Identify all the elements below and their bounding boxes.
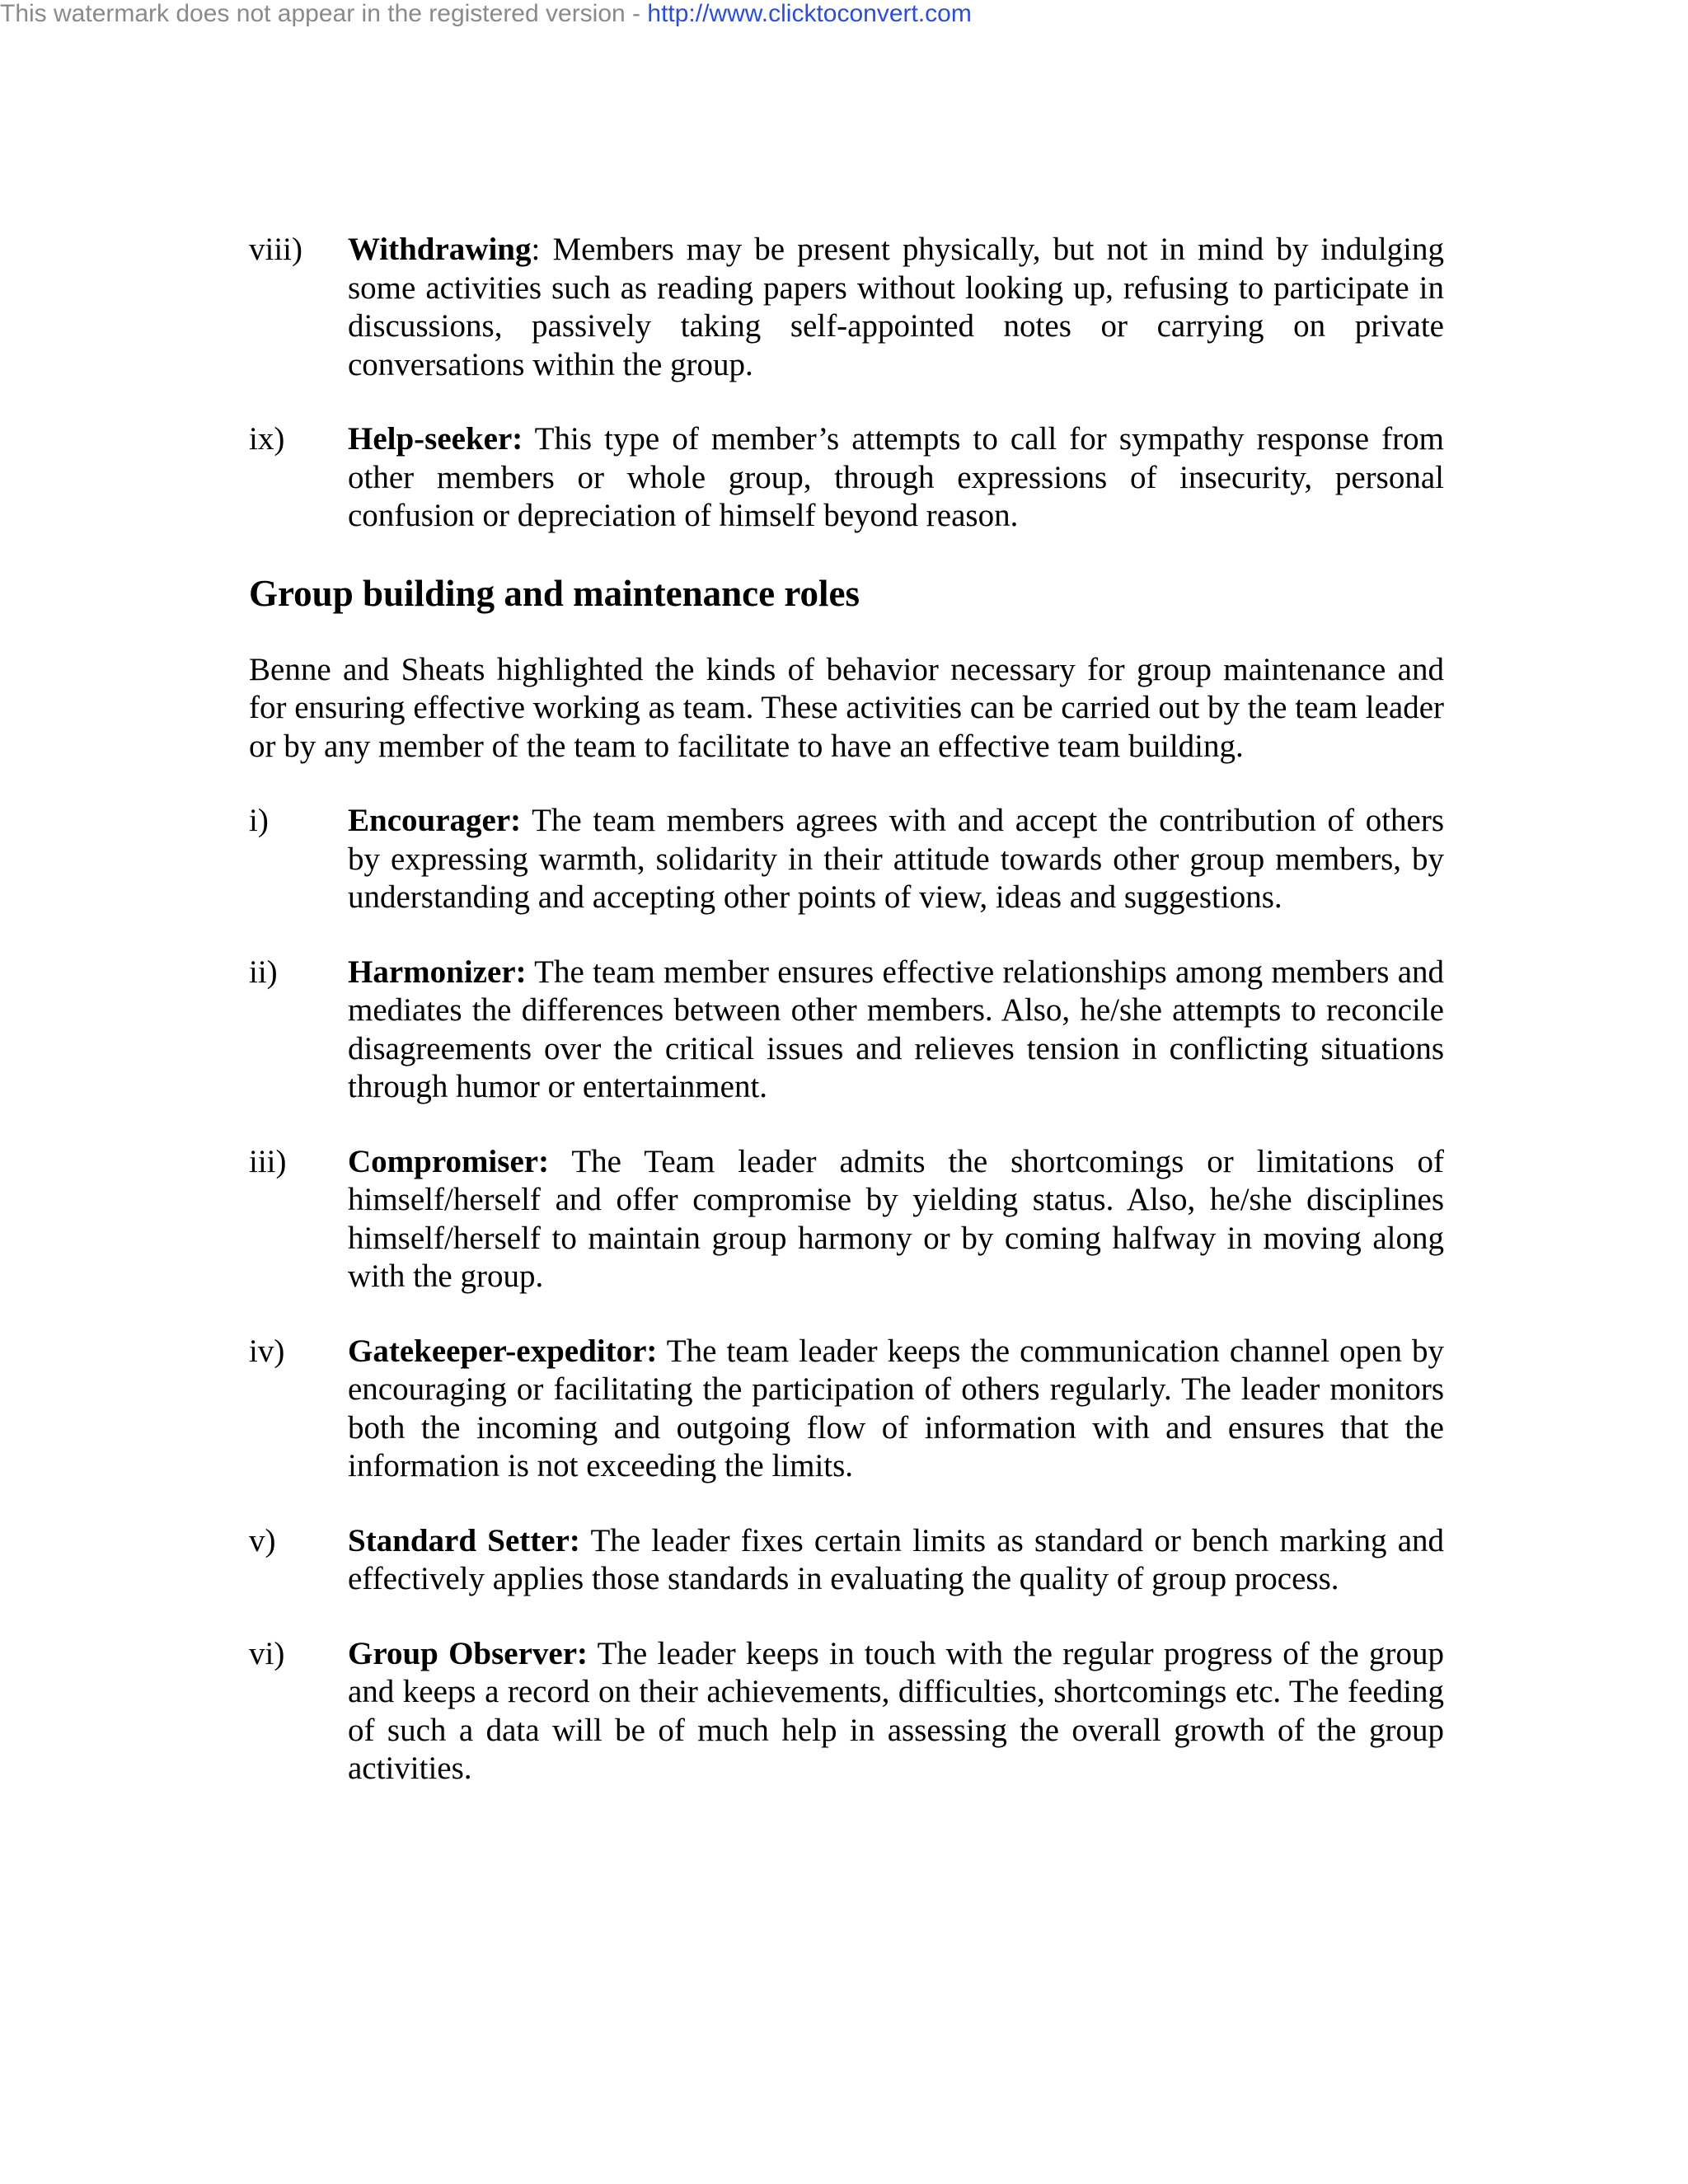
term-label: Gatekeeper-expeditor: [348, 1333, 658, 1369]
term-description: This type of member’s attempts to call for sympathy response from other members or whole group, through expressions of insecurity, personal confusion or depreciation of himself beyond reason. [348, 421, 1444, 533]
section-heading: Group building and maintenance roles [249, 572, 860, 614]
term-label: Compromiser: [348, 1143, 550, 1179]
list-number: ix) [249, 421, 285, 457]
term-label: Encourager: [348, 803, 522, 838]
list-item-body [348, 420, 1444, 536]
list-item-help-seeker [249, 420, 1444, 536]
list-item-group-observer [249, 1635, 1444, 1788]
list-item-standard-setter [249, 1522, 1444, 1599]
list-item-gatekeeper-expeditor [249, 1333, 1444, 1486]
document-body [249, 231, 1444, 1825]
list-item-body [348, 1333, 1444, 1486]
list-number: ii) [249, 954, 278, 990]
list-number: i) [249, 803, 269, 838]
term-description: The Team leader admits the shortcomings or limitations of himself/herself and offer compromise by yielding status. Also, he/she disciplines himself/herself to maintain group harmony or by coming halfway in moving along with the group. [348, 1143, 1445, 1294]
term-description: Members may be present physically, but not in mind by indulging some activities such as reading papers without looking up, refusing to participate in discussions, passively taking self-appointed notes or carrying on private conversations within the group. [348, 232, 1444, 382]
list-number: iii) [249, 1143, 287, 1179]
list-item-body [348, 954, 1444, 1107]
list-number: iv) [249, 1333, 285, 1369]
list-number: v) [249, 1522, 276, 1558]
list-number: vi) [249, 1635, 285, 1671]
list-item-compromiser [249, 1143, 1444, 1296]
term-label: Help-seeker: [348, 421, 523, 457]
term-description: The team members agrees with and accept the contribution of others by expressing warmth, solidarity in their attitude towards other group members, by understanding and accepting other points of view, ideas and suggestions. [348, 803, 1445, 915]
term-description: The leader fixes certain limits as standard or bench marking and effectively applies those standards in evaluating the quality of group process. [348, 1522, 1445, 1596]
term-description: The leader keeps in touch with the regular progress of the group and keeps a record on their achievements, difficulties, shortcomings etc. The feeding of such a data will be of much help in assessing the overall growth of the group activities. [348, 1635, 1444, 1786]
list-item-encourager [249, 802, 1444, 917]
watermark-text: This watermark does not appear in the registered version - [0, 0, 648, 27]
list-item-withdrawing [249, 231, 1444, 384]
watermark-link[interactable]: http://www.clicktoconvert.com [647, 0, 972, 27]
list-item-body [348, 1522, 1444, 1599]
list-item-body [348, 1635, 1444, 1788]
term-description: The team leader keeps the communication channel open by encouraging or facilitating the participation of others regularly. The leader monitors both the incoming and outgoing flow of information with and ensures that the information is not exceeding the limits. [348, 1333, 1445, 1483]
list-item-body [348, 802, 1444, 917]
list-number: viii) [249, 232, 302, 267]
term-label: Withdrawing [348, 232, 532, 267]
term-label: Standard Setter: [348, 1522, 580, 1558]
list-item-harmonizer [249, 954, 1444, 1107]
term-description: The team member ensures effective relationships among members and mediates the differences between other members. Also, he/she attempts to reconcile disagreements over the critical issues and relieves tension in conflicting situations through humor or entertainment. [348, 954, 1445, 1104]
term-label: Harmonizer: [348, 954, 527, 990]
intro-paragraph: Benne and Sheats highlighted the kinds of behavior necessary for group maintenance and for ensuring effective working as team. These activities can be carried out by the team leader or by any member of the team to facilitate to have an effective team building. [249, 651, 1444, 764]
list-item-body [348, 1143, 1444, 1296]
term-label: Group Observer: [348, 1635, 588, 1671]
list-item-body: Withdrawing: Members may be present physically, but not in mind by indulging some activities such as reading papers without looking up, refusing to participate in discussions, passively taking self-appointed notes or carrying on private conversations within the group. [348, 232, 1444, 382]
watermark-banner [0, 0, 972, 28]
